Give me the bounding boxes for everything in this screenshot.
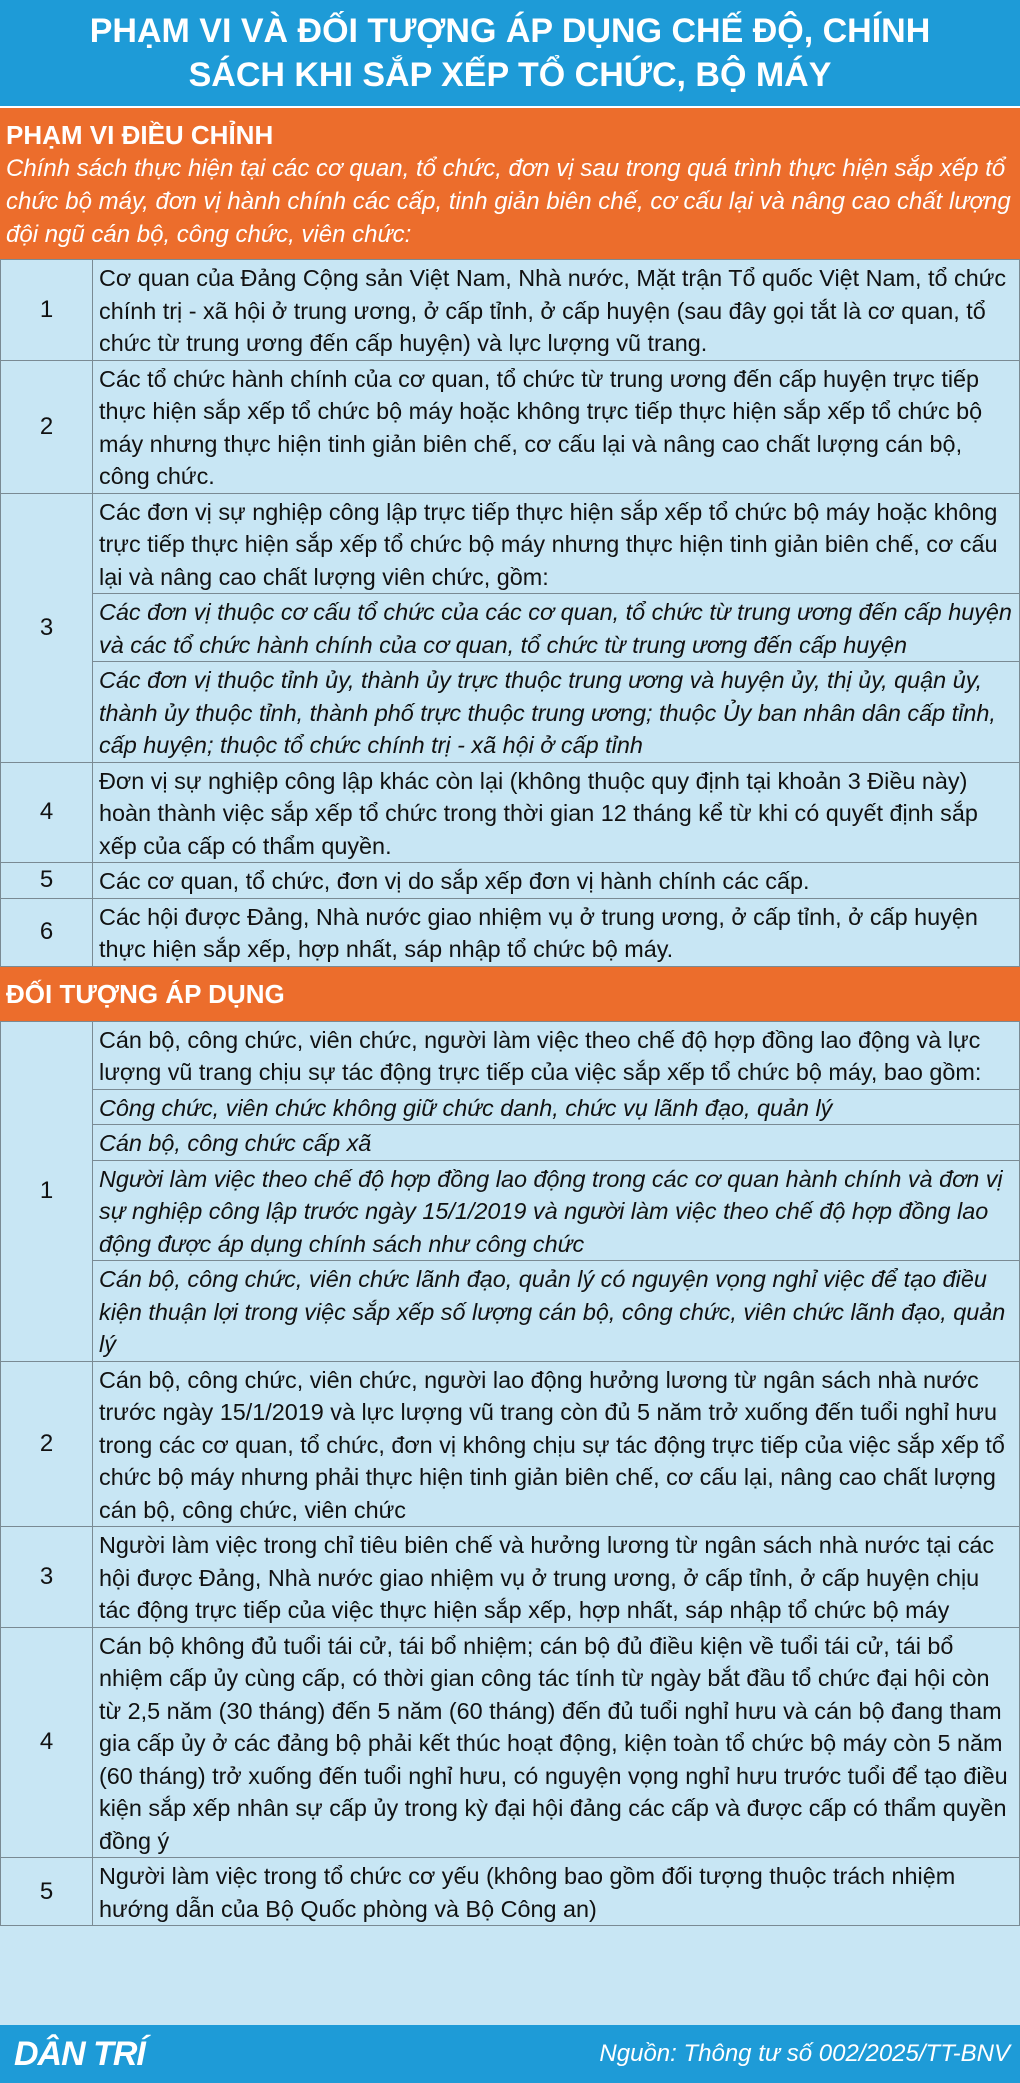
subjects-header — [0, 967, 1020, 1021]
row-number: 4 — [1, 762, 93, 863]
row-text: Các tổ chức hành chính của cơ quan, tổ chức từ trung ương đến cấp huyện trực tiếp thực hiện sắp xếp tổ chức bộ máy hoặc không trực tiếp thực hiện sắp xếp tổ chức bộ máy nhưng thực hiện tinh giản biên chế, cơ cấu lại và nâng cao chất lượng cán bộ, công chức. — [93, 360, 1020, 493]
subject-row — [1, 1125, 1020, 1161]
scope-heading: PHẠM VI ĐIỀU CHỈNH — [6, 120, 274, 150]
row-number: 2 — [1, 1361, 93, 1527]
row-text: Cơ quan của Đảng Cộng sản Việt Nam, Nhà nước, Mặt trận Tổ quốc Việt Nam, tổ chức chính trị - xã hội ở trung ương, ở cấp tỉnh, ở cấp huyện (sau đây gọi tắt là cơ quan, tổ chức từ trung ương đến cấp huyện) và lực lượng vũ trang. — [93, 260, 1020, 361]
source-note: Nguồn: Thông tư số 002/2025/TT-BNV — [599, 2040, 1010, 2067]
scope-intro: Chính sách thực hiện tại các cơ quan, tổ chức, đơn vị sau trong quá trình thực hiện sắp xếp tổ chức bộ máy, đơn vị hành chính các cấp, tinh giản biên chế, cơ cấu lại và nâng cao chất lượng đội ngũ cán bộ, công chức, viên chức: — [6, 155, 1011, 248]
row-text: Các cơ quan, tổ chức, đơn vị do sắp xếp đơn vị hành chính các cấp. — [93, 863, 1020, 899]
subject-row — [1, 1361, 1020, 1527]
row-text: Cán bộ không đủ tuổi tái cử, tái bổ nhiệm; cán bộ đủ điều kiện về tuổi tái cử, tái bổ nhiệm cấp ủy cùng cấp, có thời gian công tác tính từ ngày bắt đầu tổ chức đại hội còn từ 2,5 năm (30 tháng) đến 5 năm (60 tháng) đến đủ tuổi nghỉ hưu và cán bộ đang tham gia cấp ủy ở các đảng bộ phải kết thúc hoạt động, kiện toàn tổ chức bộ máy còn 5 năm (60 tháng) trở xuống đến tuổi nghỉ hưu, có nguyện vọng nghỉ hưu trước tuổi để tạo điều kiện sắp xếp nhân sự cấp ủy trong kỳ đại hội đảng các cấp và được cấp có thẩm quyền đồng ý — [93, 1627, 1020, 1858]
row-number: 4 — [1, 1627, 93, 1858]
subjects-heading: ĐỐI TƯỢNG ÁP DỤNG — [6, 978, 285, 1009]
subject-row — [1, 1527, 1020, 1628]
row-number: 5 — [1, 863, 93, 899]
scope-table — [0, 259, 1020, 967]
scope-row — [1, 594, 1020, 662]
scope-header — [0, 108, 1020, 259]
row-subitem-text: Người làm việc theo chế độ hợp đồng lao động trong các cơ quan hành chính và đơn vị sự nghiệp công lập trước ngày 15/1/2019 và người làm việc theo chế độ hợp đồng lao động được áp dụng chính sách như công chức — [93, 1160, 1020, 1261]
row-subitem-text: Cán bộ, công chức, viên chức lãnh đạo, quản lý có nguyện vọng nghỉ việc để tạo điều kiện thuận lợi trong việc sắp xếp số lượng cán bộ, công chức, viên chức lãnh đạo, quản lý — [93, 1261, 1020, 1362]
subjects-table — [0, 1021, 1020, 1927]
scope-row — [1, 662, 1020, 763]
subject-row — [1, 1261, 1020, 1362]
subject-row — [1, 1021, 1020, 1089]
row-text: Cán bộ, công chức, viên chức, người làm việc theo chế độ hợp đồng lao động và lực lượng vũ trang chịu sự tác động trực tiếp của việc sắp xếp tổ chức bộ máy, bao gồm: — [93, 1021, 1020, 1089]
row-number: 6 — [1, 898, 93, 966]
row-text: Người làm việc trong chỉ tiêu biên chế và hưởng lương từ ngân sách nhà nước tại các hội được Đảng, Nhà nước giao nhiệm vụ ở trung ương, ở cấp tỉnh, ở cấp huyện chịu tác động trực tiếp của việc thực hiện sắp xếp, hợp nhất, sáp nhập tổ chức bộ máy — [93, 1527, 1020, 1628]
row-number: 1 — [1, 1021, 93, 1361]
scope-row — [1, 863, 1020, 899]
row-subitem-text: Công chức, viên chức không giữ chức danh, chức vụ lãnh đạo, quản lý — [93, 1089, 1020, 1125]
subject-row — [1, 1858, 1020, 1926]
row-number: 3 — [1, 1527, 93, 1628]
scope-row — [1, 898, 1020, 966]
row-number: 1 — [1, 260, 93, 361]
scope-row — [1, 493, 1020, 594]
page-title: PHẠM VI VÀ ĐỐI TƯỢNG ÁP DỤNG CHẾ ĐỘ, CHÍNH SÁCH KHI SẮP XẾP TỔ CHỨC, BỘ MÁY — [0, 0, 1020, 108]
row-subitem-text: Các đơn vị thuộc tỉnh ủy, thành ủy trực thuộc trung ương và huyện ủy, thị ủy, quận ủy, thành ủy thuộc tỉnh, thành phố trực thuộc trung ương; thuộc Ủy ban nhân dân cấp tỉnh, cấp huyện; thuộc tổ chức chính trị - xã hội ở cấp tỉnh — [93, 662, 1020, 763]
subject-row — [1, 1160, 1020, 1261]
row-text: Các đơn vị sự nghiệp công lập trực tiếp thực hiện sắp xếp tổ chức bộ máy hoặc không trực tiếp thực hiện sắp xếp tổ chức bộ máy nhưng thực hiện tinh giản biên chế, cơ cấu lại và nâng cao chất lượng viên chức, gồm: — [93, 493, 1020, 594]
row-number: 5 — [1, 1858, 93, 1926]
row-text: Cán bộ, công chức, viên chức, người lao động hưởng lương từ ngân sách nhà nước trước ngày 15/1/2019 và lực lượng vũ trang còn đủ 5 năm trở xuống đến tuổi nghỉ hưu trong các cơ quan, tổ chức, đơn vị không chịu sự tác động trực tiếp của việc sắp xếp tổ chức bộ máy nhưng phải thực hiện tinh giản biên chế, cơ cấu lại, nâng cao chất lượng cán bộ, công chức, viên chức — [93, 1361, 1020, 1527]
row-text: Đơn vị sự nghiệp công lập khác còn lại (không thuộc quy định tại khoản 3 Điều này) hoàn thành việc sắp xếp tổ chức trong thời gian 12 tháng kể từ khi có quyết định sắp xếp của cấp có thẩm quyền. — [93, 762, 1020, 863]
row-number: 3 — [1, 493, 93, 762]
footer — [0, 2025, 1020, 2083]
row-subitem-text: Cán bộ, công chức cấp xã — [93, 1125, 1020, 1161]
row-number: 2 — [1, 360, 93, 493]
row-text: Các hội được Đảng, Nhà nước giao nhiệm vụ ở trung ương, ở cấp tỉnh, ở cấp huyện thực hiện sắp xếp, hợp nhất, sáp nhập tổ chức bộ máy. — [93, 898, 1020, 966]
row-text: Người làm việc trong tổ chức cơ yếu (không bao gồm đối tượng thuộc trách nhiệm hướng dẫn của Bộ Quốc phòng và Bộ Công an) — [93, 1858, 1020, 1926]
subject-row — [1, 1089, 1020, 1125]
scope-row — [1, 360, 1020, 493]
scope-row — [1, 260, 1020, 361]
row-subitem-text: Các đơn vị thuộc cơ cấu tổ chức của các cơ quan, tổ chức từ trung ương đến cấp huyện và các tổ chức hành chính của cơ quan, tổ chức từ trung ương đến cấp huyện — [93, 594, 1020, 662]
scope-row — [1, 762, 1020, 863]
subject-row — [1, 1627, 1020, 1858]
brand-logo: DÂN TRÍ — [14, 2034, 145, 2073]
